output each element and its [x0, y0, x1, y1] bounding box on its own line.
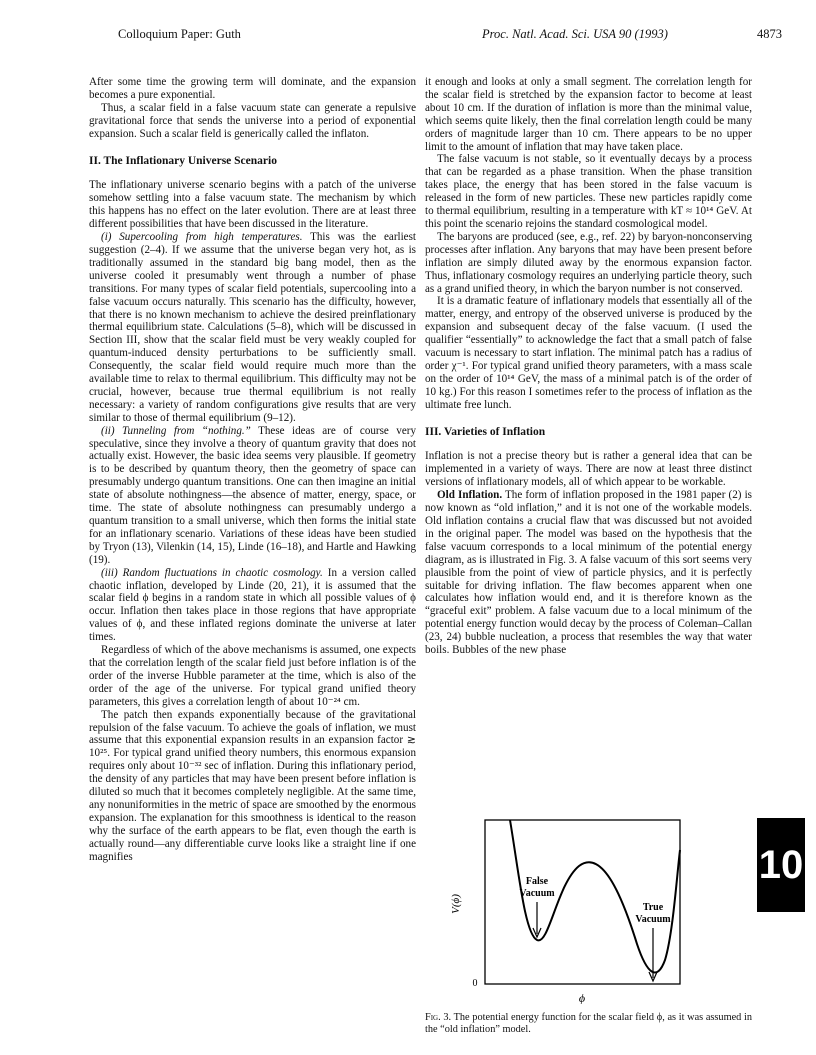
section-heading: II. The Inflationary Universe Scenario [89, 154, 277, 167]
running-header-title: Colloquium Paper: Guth [118, 27, 241, 41]
running-header-journal [482, 27, 782, 42]
paragraph: It is a dramatic feature of inflationary models that essentially all of the matter, energy, and entropy of the observed universe is produced by the expansion and subsequent decay of the false vacuum. (I used the qualifier “essentially” to acknowledge the fact that a small patch of false vacuum is necessary to start inflation. The minimal patch has a radius of order χ⁻¹. For typical grand unified theory parameters, with a mass scale on the order of 10¹⁴ GeV, the mass of a minimal patch is of the order of 10 kg.) For this reason I sometimes refer to the process of inflation as the ultimate free lunch. [425, 295, 752, 411]
paragraph: The patch then expands exponentially because of the gravitational repulsion of the false vacuum. To achieve the goals of inflation, we must assume that this exponential expansion results in an expansion factor ≳ 10²⁵. For typical grand unified theory numbers, this enormous expansion requires only about 10⁻³² sec of inflation. During this inflationary period, the density of any particles that may have been present before inflation is diluted so much that it becomes completely negligible. At the same time, any nonuniformities in the metric of space are smoothed by the enormous expansion. The explanation for this smoothness is identical to the reason why the surface of the earth appears to be flat, even though the earth is actually round—any differentiable curve looks like a straight line if one magnifies [89, 708, 416, 863]
true-vacuum-label: True [642, 902, 664, 913]
run-in-heading: (iii) Random fluctuations in chaotic cosmology. [101, 566, 323, 579]
right-column [425, 76, 752, 657]
caption-text: The potential energy function for the scalar field ϕ, as it was assumed in the “old inflation” model. [425, 1012, 753, 1035]
paragraph [89, 231, 416, 425]
false-vacuum-label: Vacuum [519, 888, 555, 899]
paragraph: Inflation is not a precise theory but is rather a general idea that can be implemented in a variety of ways. There are now at least three distinct versions of inflationary models, all of which appear to be workable. [425, 450, 752, 489]
paragraph: Regardless of which of the above mechanisms is assumed, one expects that the correlation length of the scalar field just before inflation is of the order of the inverse Hubble parameter at the time, which is also of the order of the age of the universe. For typical grand unified theory parameters, this gives a correlation length of about 10⁻²⁴ cm. [89, 644, 416, 708]
zero-tick-label: 0 [472, 978, 478, 989]
page-number: 4873 [757, 27, 782, 41]
paragraph [89, 425, 416, 567]
journal-citation: Proc. Natl. Acad. Sci. USA 90 (1993) [482, 27, 668, 41]
paragraph-body: In a version called chaotic inflation, developed by Linde (20, 21), it is assumed that the scalar field ϕ begins in a random state in which all possible values of ϕ occur. Inflation then takes place in those regions that have appropriate values of ϕ, and these inflated regions dominate the universe at later times. [89, 566, 416, 644]
true-vacuum-label: Vacuum [635, 914, 671, 925]
run-in-heading: Old Inflation. [437, 489, 503, 502]
paragraph-body: These ideas are of course very speculative, since they involve a theory of quantum gravity that does not actually exist. However, the basic idea seems very plausible. If geometry is to be described by quantum theory, then the geometry of space can presumably undergo quantum transitions. One can then imagine an initial state of absolute nothingness—the absence of matter, energy, space, or time. The state of absolute nothingness can presumably undergo a quantum transition to a small universe, which then forms the initial state for an inflationary scenario. Variations of these ideas have been studied by Tryon (13), Vilenkin (14, 15), Linde (16–18), and Hartle and Hawking (19). [89, 424, 417, 566]
left-column [89, 76, 416, 863]
paragraph: The inflationary universe scenario begins with a patch of the universe somehow settling into a false vacuum state. The mechanism by which this happens has no effect on the later evolution. There are at least three different possibilities that have been discussed in the literature. [89, 179, 416, 231]
run-in-heading: (ii) Tunneling from “nothing.” [101, 424, 251, 437]
run-in-heading: (i) Supercooling from high temperatures. [101, 231, 303, 244]
paragraph [89, 567, 416, 644]
caption-label: Fig. 3. [425, 1012, 452, 1023]
paragraph-body: The form of inflation proposed in the 1981 paper (2) is now known as “old inflation,” and it is not one of the workable models. Old inflation contains a crucial flaw that was discussed but not avoided in the original paper. The model was based on the hypothesis that the false vacuum corresponds to a local minimum of the potential energy diagram, as is illustrated in Fig. 3. A false vacuum of this sort seems very plausible from the point of view of particle physics, and it is perfectly suitable for driving inflation. The flaw becomes apparent when one calculates how inflation would end, and it is therefore known as the “graceful exit” problem. A false vacuum due to a local minimum of the potential energy function would decay by the process of Coleman–Callan (23, 24) bubble nucleation, a process that resembles the way that water boils. Bubbles of the new phase [425, 489, 752, 657]
paragraph-body: This was the earliest suggestion (2–4). If we assume that the universe began very hot, as is traditionally assumed in the standard big bang model, then as the universe cooled it presumably went through a number of phase transitions. For many types of scalar field potentials, supercooling into a false vacuum occurs naturally. This scenario has the difficulty, however, that there is no known mechanism to achieve the desired preinflationary thermal equilibrium state. Calculations (5–8), which will be discussed in Section III, show that the scalar field must be very weakly coupled for quantum-induced density perturbations to be sufficiently small. Consequently, the scalar field would require much more than the available time to relax to thermal equilibrium. This difficulty may not be crucial, however, because true thermal equilibrium is not really necessary: a variety of random configurations give results that are very similar to those of thermal equilibrium (9–12). [89, 231, 416, 424]
false-vacuum-label: False [525, 876, 549, 887]
section-thumb-tab: 10 [757, 818, 805, 912]
figure-3-potential-plot [425, 814, 752, 1004]
paragraph: The false vacuum is not stable, so it eventually decays by a process that can be regarded as a phase transition. When the phase transition takes place, the energy that has been stored in the false vacuum is released in the form of new particles. These new particles rapidly come to thermal equilibrium, resulting in a temperature with kT ≈ 10¹⁴ GeV. At this point the scenario rejoins the standard cosmological model. [425, 153, 752, 230]
section-heading: III. Varieties of Inflation [425, 425, 546, 438]
paragraph: The baryons are produced (see, e.g., ref. 22) by baryon-nonconserving processes after inflation. Any baryons that may have been present before inflation are simply diluted away by the enormous expansion factor. Thus, inflationary cosmology requires an underlying particle theory, such as a grand unified theory, in which the baryon number is not conserved. [425, 230, 752, 295]
figure-caption [425, 1012, 752, 1036]
paragraph: After some time the growing term will dominate, and the expansion becomes a pure exponential. [89, 76, 416, 101]
paragraph: Thus, a scalar field in a false vacuum state can generate a repulsive gravitational force that sends the universe into a period of exponential expansion. Such a scalar field is generically called the inflaton. [89, 101, 416, 140]
y-axis-label: V(ϕ) [450, 894, 462, 914]
x-axis-label: ϕ [578, 991, 586, 1004]
paragraph [425, 489, 752, 657]
paragraph: it enough and looks at only a small segment. The correlation length for the scalar field is stretched by the expansion factor to become at least about 10 cm. If the duration of inflation is more than the minimal value, which seems quite likely, then the final correlation length could be many orders of magnitude larger than 10 cm. There appears to be no upper limit to the amount of inflation that may have taken place. [425, 76, 752, 153]
